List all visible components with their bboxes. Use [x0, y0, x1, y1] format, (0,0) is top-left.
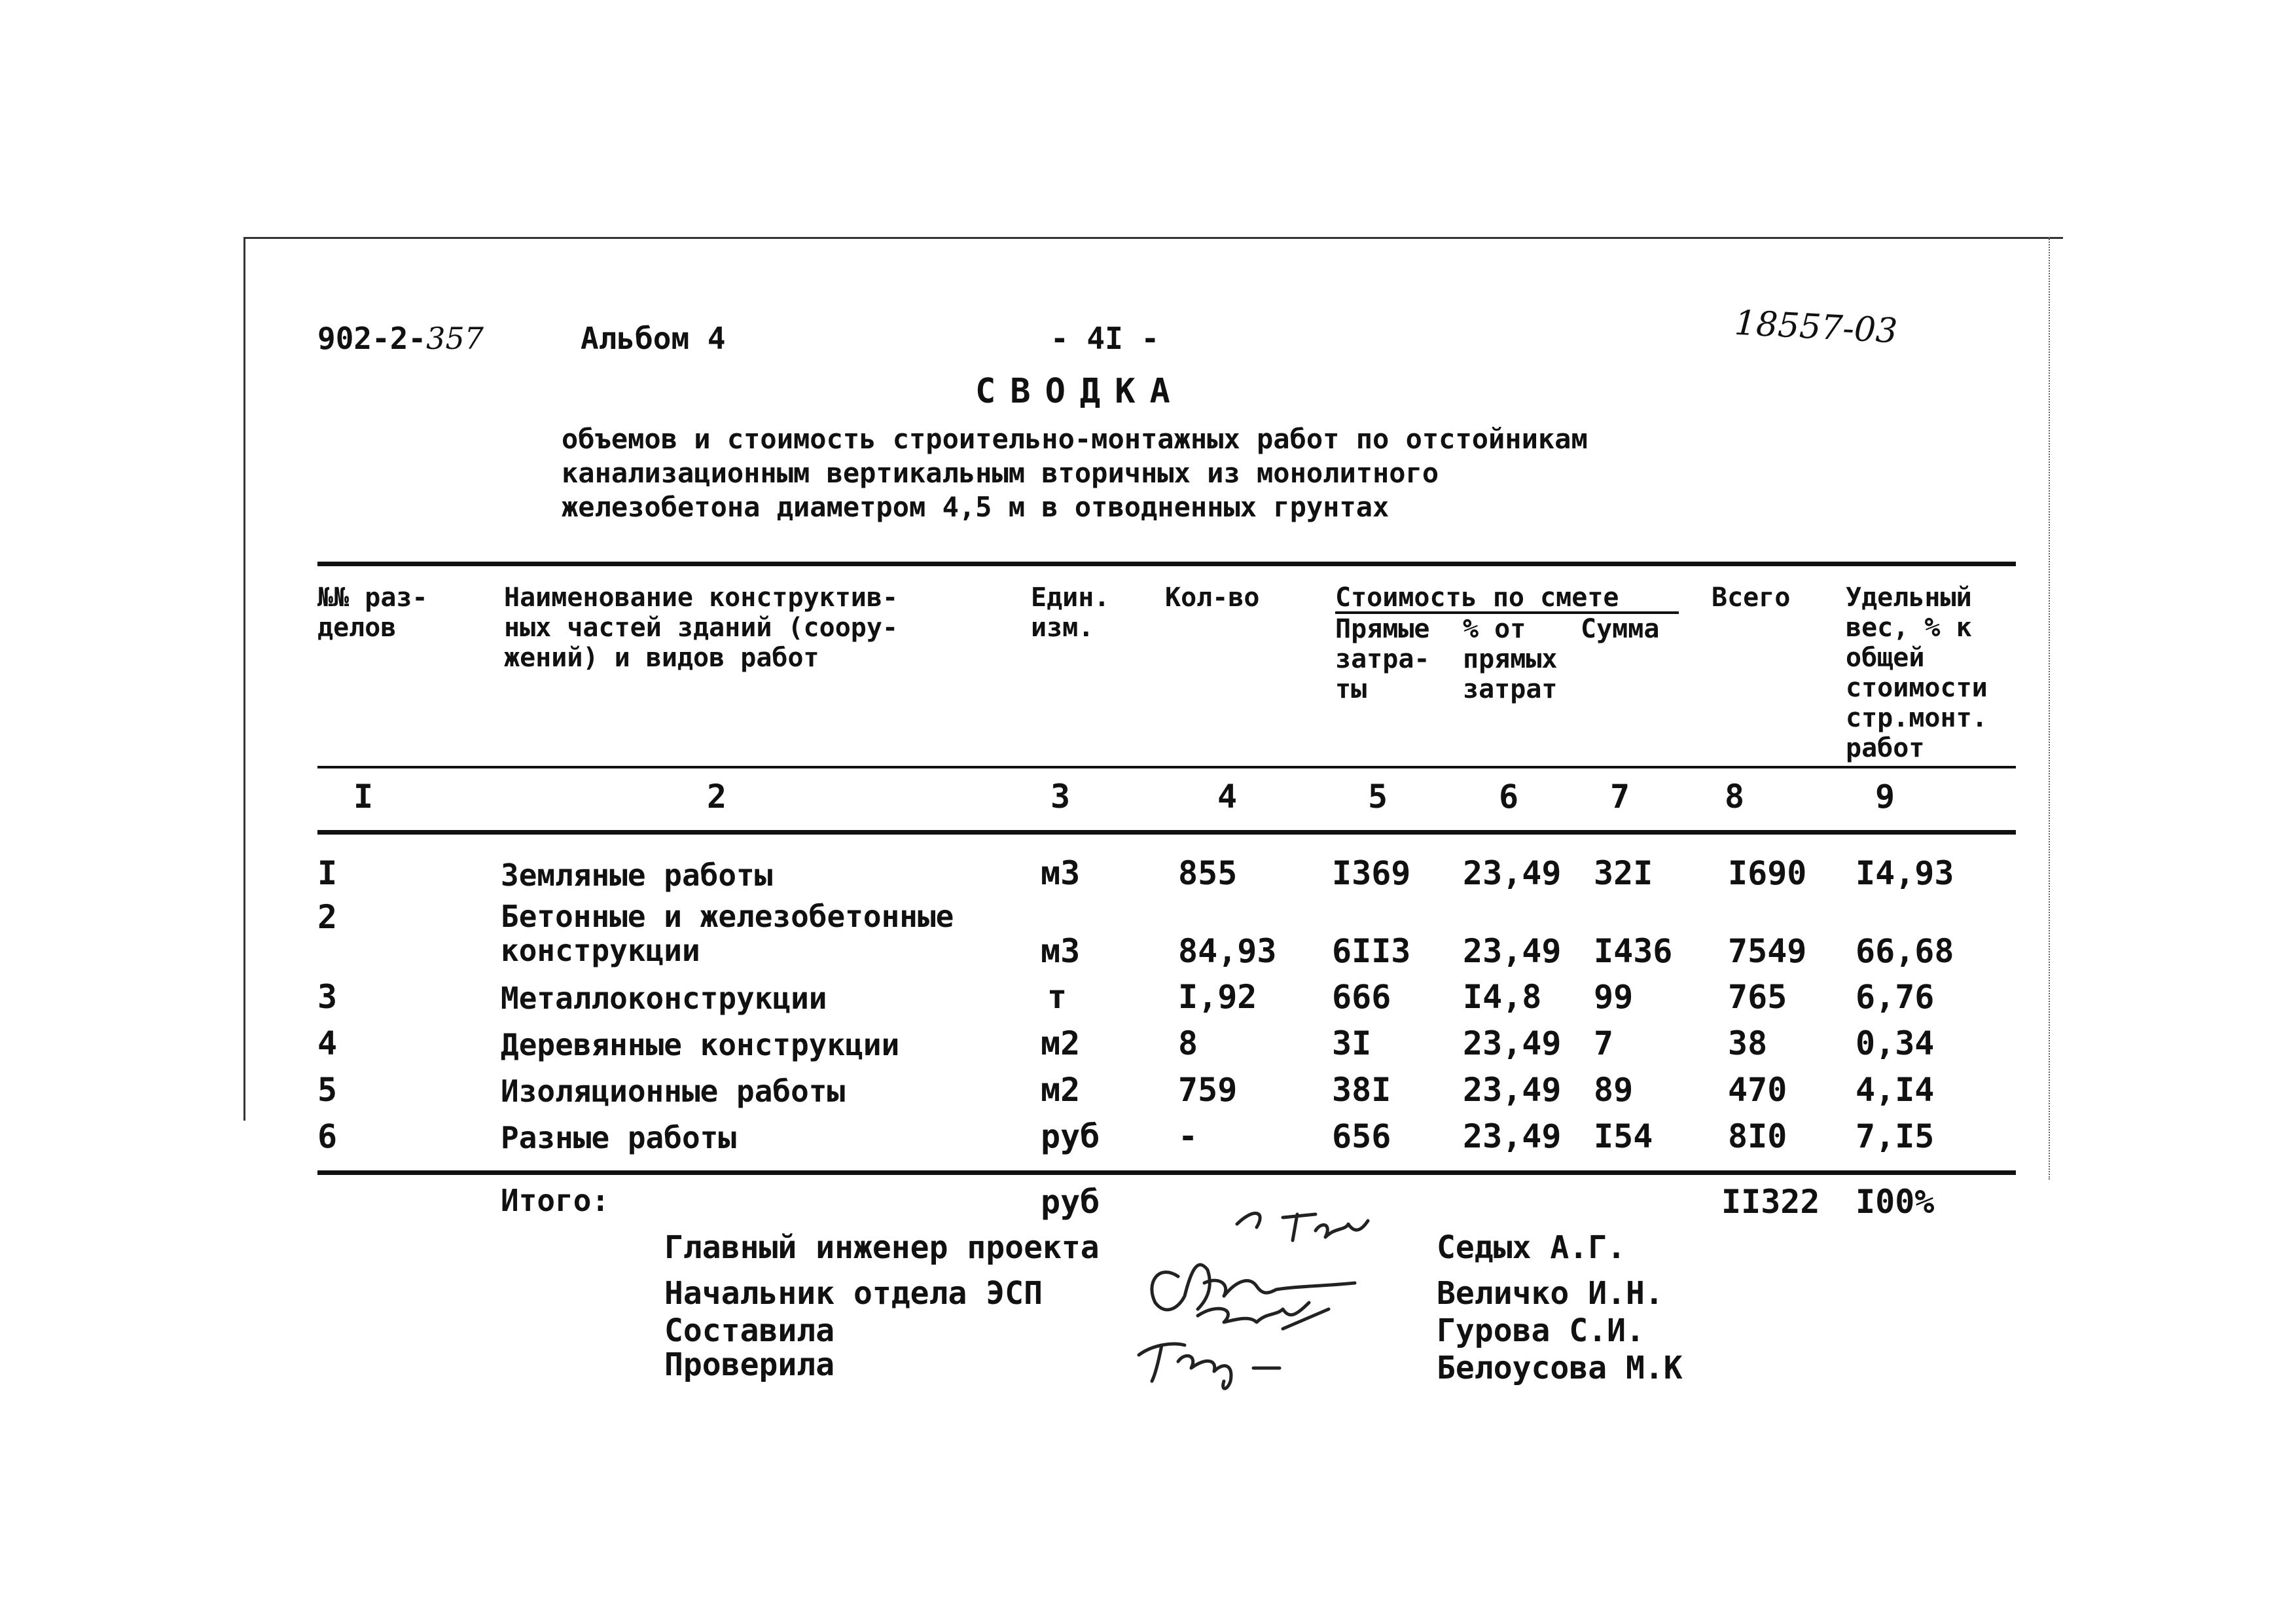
col-header-cost-group: Стоимость по смете: [1335, 583, 1619, 613]
document-title: СВОДКА: [975, 372, 1185, 411]
row-no: 2: [317, 898, 338, 936]
col-header-unit: Един. изм.: [1031, 583, 1110, 643]
signature-name: Седых А.Г.: [1437, 1229, 1626, 1266]
row-total: 38: [1728, 1024, 1768, 1062]
frame-right-border: [2049, 237, 2050, 1180]
row-share: 0,34: [1856, 1024, 1935, 1062]
column-number: 7: [1610, 778, 1630, 816]
row-qty: 759: [1178, 1071, 1238, 1109]
total-unit: руб: [1041, 1183, 1100, 1221]
signature-mark: [1152, 1265, 1355, 1310]
row-pct: 23,49: [1463, 1071, 1562, 1109]
row-share: 66,68: [1856, 932, 1954, 970]
signature-name: Гурова С.И.: [1437, 1312, 1645, 1349]
row-pct: 23,49: [1463, 854, 1562, 892]
table-bottom-rule: [317, 1170, 2016, 1175]
row-direct: 3I: [1332, 1024, 1372, 1062]
row-name: Разные работы: [501, 1120, 737, 1155]
row-unit: м3: [1041, 932, 1081, 970]
row-pct: 23,49: [1463, 1024, 1562, 1062]
total-sum: II322: [1721, 1183, 1820, 1221]
row-qty: 855: [1178, 854, 1238, 892]
frame-top-border: [243, 237, 2063, 239]
row-no: 3: [317, 978, 338, 1016]
row-share: 4,I4: [1856, 1071, 1935, 1109]
row-share: 6,76: [1856, 978, 1935, 1016]
row-unit: м2: [1041, 1071, 1081, 1109]
row-qty: 8: [1178, 1024, 1198, 1062]
column-number: 9: [1875, 778, 1895, 816]
column-number: 6: [1499, 778, 1519, 816]
signature-mark: [1139, 1344, 1280, 1388]
row-no: I: [317, 854, 338, 892]
row-total: 7549: [1728, 932, 1807, 970]
table-colnum-rule: [317, 830, 2016, 835]
row-share: I4,93: [1856, 854, 1954, 892]
document-code-handwritten: 357: [426, 321, 484, 356]
row-direct: 6II3: [1332, 932, 1411, 970]
row-name: Деревянные конструкции: [501, 1027, 900, 1062]
row-no: 6: [317, 1117, 338, 1155]
row-direct: 666: [1332, 978, 1391, 1016]
row-total: I690: [1728, 854, 1807, 892]
table-top-rule: [317, 562, 2016, 566]
signature-role: Начальник отдела ЭСП: [664, 1275, 1043, 1312]
row-total: 470: [1728, 1071, 1787, 1109]
row-sum: I54: [1594, 1117, 1653, 1155]
row-qty: I,92: [1178, 978, 1257, 1016]
signature-name: Величко И.Н.: [1437, 1275, 1664, 1312]
col-header-share: Удельный вес, % к общей стоимости стр.монт. работ: [1846, 583, 1988, 763]
row-no: 5: [317, 1071, 338, 1109]
column-number: 8: [1725, 778, 1745, 816]
row-direct: 38I: [1332, 1071, 1391, 1109]
row-name: Металлоконструкции: [501, 981, 827, 1016]
col-header-pct: % от прямых затрат: [1463, 614, 1558, 704]
signature-role: Главный инженер проекта: [664, 1229, 1100, 1266]
row-sum: 89: [1594, 1071, 1634, 1109]
row-sum: 32I: [1594, 854, 1653, 892]
row-unit: м3: [1041, 854, 1081, 892]
row-share: 7,I5: [1856, 1117, 1935, 1155]
signature-mark: [1198, 1303, 1329, 1329]
row-pct: 23,49: [1463, 932, 1562, 970]
row-total: 8I0: [1728, 1117, 1787, 1155]
row-pct: I4,8: [1463, 978, 1542, 1016]
col-header-sum: Сумма: [1581, 614, 1660, 644]
row-sum: 7: [1594, 1024, 1614, 1062]
document-code: [317, 321, 484, 356]
row-qty: -: [1178, 1117, 1198, 1155]
subtitle-line-3: железобетона диаметром 4,5 м в отводненных грунтах: [562, 491, 1390, 523]
total-label: Итого:: [501, 1183, 610, 1218]
col-header-name: Наименование конструктив- ных частей зданий (соору- жений) и видов работ: [504, 583, 899, 673]
row-name: Земляные работы: [501, 857, 773, 893]
subtitle-line-2: канализационным вертикальным вторичных из монолитного: [562, 457, 1439, 489]
column-number: 4: [1217, 778, 1238, 816]
signature-role: Составила: [664, 1312, 835, 1349]
row-direct: 656: [1332, 1117, 1391, 1155]
row-unit: руб: [1041, 1117, 1100, 1155]
row-unit: м2: [1041, 1024, 1081, 1062]
col-header-total: Всего: [1712, 583, 1791, 613]
row-sum: I436: [1594, 932, 1673, 970]
row-no: 4: [317, 1024, 338, 1062]
signature-mark: [1283, 1214, 1368, 1240]
handwritten-signatures-icon: [1126, 1204, 1427, 1401]
document-code-printed: 902-2-: [317, 321, 427, 356]
row-qty: 84,93: [1178, 932, 1277, 970]
inventory-number: 18557-03: [1733, 303, 1899, 352]
column-number: 3: [1050, 778, 1071, 816]
page-number: - 4I -: [1050, 321, 1160, 356]
column-number: I: [353, 778, 374, 816]
table-header-rule: [317, 766, 2016, 768]
row-total: 765: [1728, 978, 1787, 1016]
column-number: 2: [707, 778, 727, 816]
row-direct: I369: [1332, 854, 1411, 892]
signature-name: Белоусова М.К: [1437, 1350, 1683, 1386]
row-pct: 23,49: [1463, 1117, 1562, 1155]
col-header-section: №№ раз- делов: [317, 583, 428, 643]
col-header-qty: Кол-во: [1165, 583, 1260, 613]
col-header-direct: Прямые затра- ты: [1335, 614, 1430, 704]
row-name: Изоляционные работы: [501, 1074, 846, 1109]
row-unit: т: [1047, 978, 1067, 1016]
column-number: 5: [1368, 778, 1388, 816]
total-share: I00%: [1856, 1183, 1935, 1221]
frame-left-border: [243, 237, 245, 1121]
row-name: Бетонные и железобетонные конструкции: [501, 899, 954, 968]
row-sum: 99: [1594, 978, 1634, 1016]
signature-role: Проверила: [664, 1346, 835, 1383]
signature-mark: [1237, 1214, 1260, 1227]
album-label: Альбом 4: [581, 321, 726, 356]
subtitle-line-1: объемов и стоимость строительно-монтажных работ по отстойникам: [562, 423, 1588, 455]
